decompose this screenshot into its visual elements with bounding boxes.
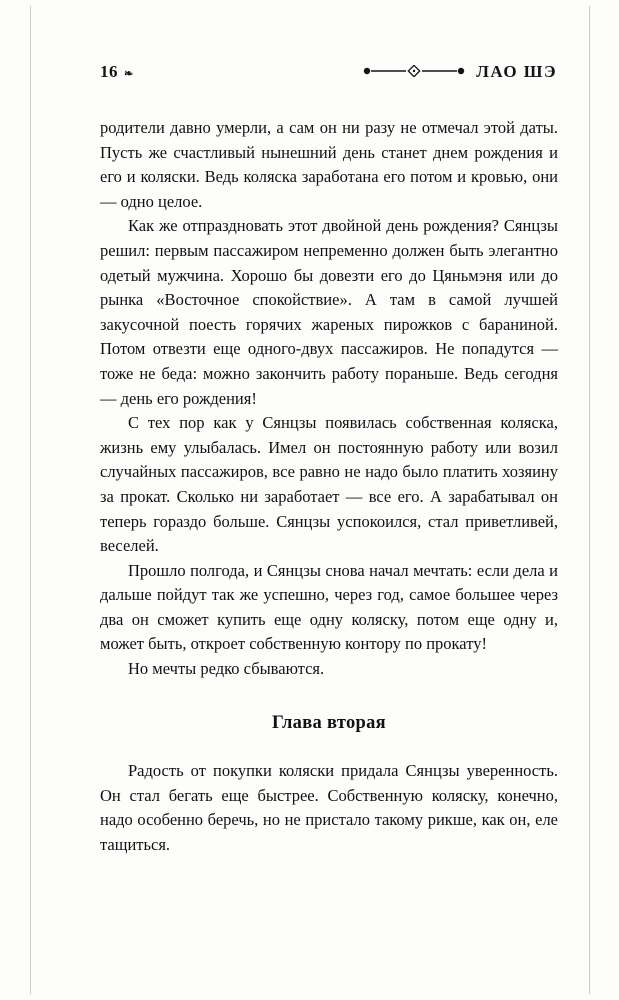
paragraph: Прошло полгода, и Сянцзы снова начал мечтать: если дела и дальше пойдут так же успешно, через год, самое большее через два он сможет купить еще одну коляску, потом еще одну и, может быть, откроет собственную контору по прокату! <box>100 560 558 654</box>
page-edge-left <box>30 6 31 994</box>
page-edge-right <box>589 6 590 994</box>
author-running-title: ЛАО ШЭ <box>476 62 557 81</box>
header-rule-ornament-icon <box>362 62 466 82</box>
paragraph: родители давно умерли, а сам он ни разу не отмечал этой даты. Пусть же счастливый нынешний день станет днем рождения и его и коляски. Ведь коляска заработана его потом и кровью, они — одно целое. <box>100 118 558 211</box>
paragraph: Как же отпраздновать этот двойной день рождения? Сянцзы решил: первым пассажиром непременно должен быть элегантно одетый мужчина. Хорошо бы довезти его до Цяньмэня или до рынка «Восточное спокойствие». А там в самой лучшей закусочной поесть горячих жареных пирожков с бараниной. Потом отвезти еще одного-двух пассажиров. Не попадутся — тоже не беда: можно закончить работу пораньше. Ведь сегодня — день его рождения! <box>100 216 558 408</box>
chapter-heading: Глава вторая <box>272 712 386 733</box>
page-body <box>100 116 558 858</box>
paragraph: Радость от покупки коляски придала Сянцзы уверенность. Он стал бегать еще быстрее. Собственную коляску, конечно, надо особенно беречь, но не пристало такому рикше, как он, еле тащиться. <box>100 761 558 855</box>
fleuron-icon: ❧ <box>124 67 134 80</box>
header-left <box>100 62 133 82</box>
running-header <box>100 62 557 82</box>
paragraph: С тех пор как у Сянцзы появилась собственная коляска, жизнь ему улыбалась. Имел он постоянную работу или возил случайных пассажиров, все равно не надо было платить хозяину за прокат. Сколько ни заработает — все его. А зарабатывал он теперь гораздо больше. Сянцзы успокоился, стал приветливей, веселей. <box>100 413 558 556</box>
page-number: 16 <box>100 62 118 81</box>
paragraph: Но мечты редко сбываются. <box>128 659 325 679</box>
header-right <box>362 62 557 82</box>
